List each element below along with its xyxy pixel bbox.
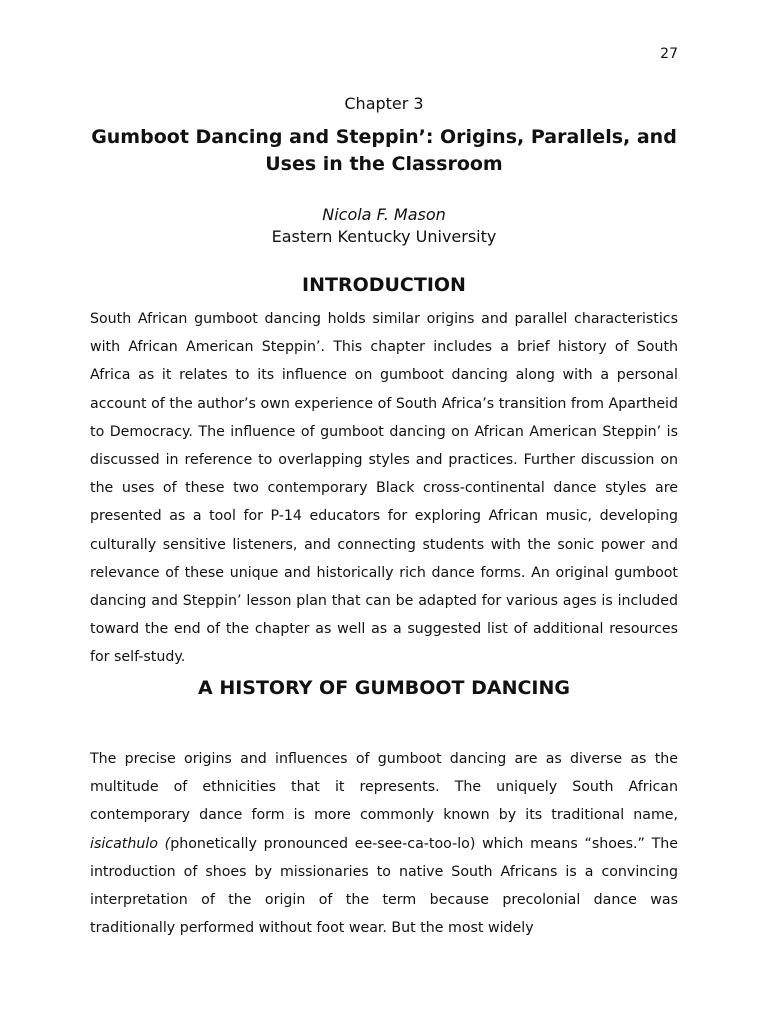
history-paragraph (90, 745, 678, 942)
history-heading: A HISTORY OF GUMBOOT DANCING (198, 677, 570, 699)
author-affiliation: Eastern Kentucky University (271, 227, 497, 246)
chapter-title: Gumboot Dancing and Steppin’: Origins, Parallels, and Uses in the Classroom (91, 126, 677, 175)
history-text-before: The precise origins and influences of gumboot dancing are as diverse as the multitude of ethnicities that it represents. The uniquely South African contemporary dance form is more commonly known by its traditional name, (90, 751, 678, 824)
introduction-paragraph: South African gumboot dancing holds similar origins and parallel characteristics with African American Steppin’. This chapter includes a brief history of South Africa as it relates to its influence on gumboot dancing along with a personal account of the author’s own experience of South Africa’s transition from Apartheid to Democracy. The influence of gumboot dancing on African American Steppin’ is discussed in reference to overlapping styles and practices. Further discussion on the uses of these two contemporary Black cross-continental dance styles are presented as a tool for P-14 educators for exploring African music, developing culturally sensitive listeners, and connecting students with the sonic power and relevance of these unique and historically rich dance forms. An original gumboot dancing and Steppin’ lesson plan that can be adapted for various ages is included toward the end of the chapter as well as a suggested list of additional resources for self-study. (90, 311, 678, 666)
history-text-after: phonetically pronounced ee-see-ca-too-lo) which means “shoes.” The introduction of shoes by missionaries to native South Africans is a convincing interpretation of the origin of the term because precolonial dance was traditionally performed without foot wear. But the most widely (90, 835, 678, 937)
introduction-heading: INTRODUCTION (302, 274, 466, 296)
page-number: 27 (660, 46, 678, 62)
history-term: isicathulo ( (90, 835, 171, 852)
chapter-label: Chapter 3 (344, 94, 424, 113)
author-name: Nicola F. Mason (322, 205, 446, 224)
